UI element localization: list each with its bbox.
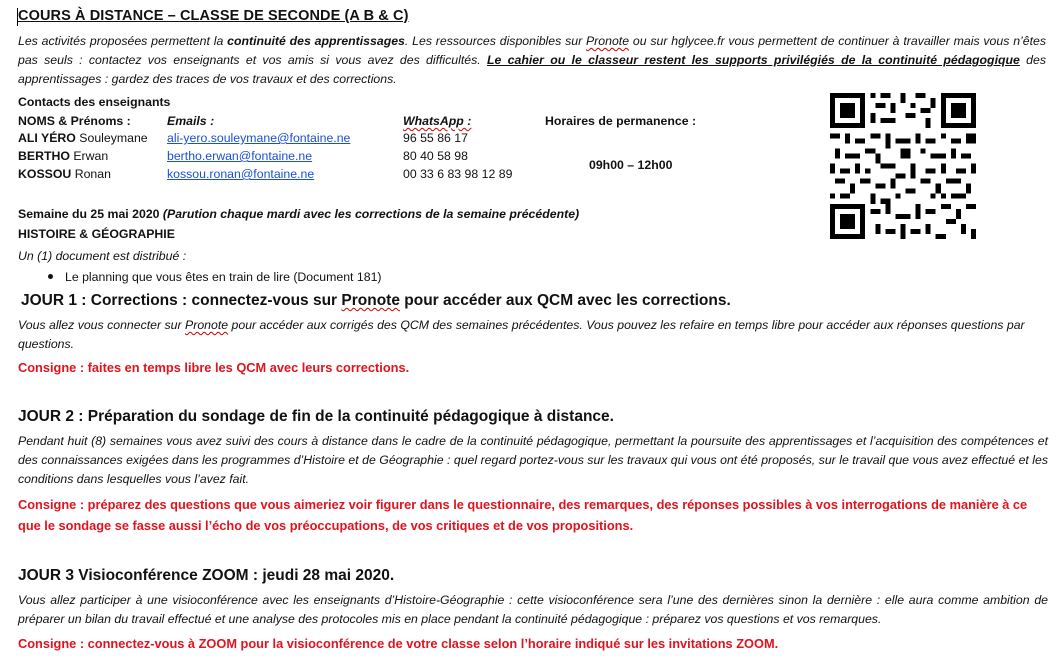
doc-item-text: Le planning que vous êtes en train de lire (Document 181) <box>65 270 382 284</box>
jour2-consigne: Consigne : préparez des questions que vous aimeriez voir figurer dans le questionnaire, des remarques, des réponses possibles à vos interrogations de manière à ce que le sondage se fasse aussi l’écho de vos préoccupations, de vos critiques et de vos propositions. <box>18 497 1028 533</box>
week-label: Semaine du 25 mai 2020 <box>18 207 163 221</box>
col-header-names: NOMS & Prénoms : <box>18 114 131 128</box>
jour3-text: Vous allez participer à une visioconférence avec les enseignants d’Histoire-Géographie : cette visioconférence sera l’une des dernières sinon la dernière : elle aura comme ambition de préparer un bilan du travail effectué et une analyse des protocoles mis en place pendant la continuité pédagogique : préparez vos questions et vos remarques. <box>18 593 1048 626</box>
qr-code-icon <box>830 93 976 239</box>
jour1-title <box>21 292 731 310</box>
jour3-consigne: Consigne : connectez-vous à ZOOM pour la visioconférence de votre classe selon l’horaire indiqué sur les invitations ZOOM. <box>18 636 779 651</box>
intro-underlined: Le cahier ou le classeur restent les supports privilégiés de la continuité pédagogique <box>487 53 1020 67</box>
intro-paragraph <box>18 32 1046 89</box>
jour3-title: JOUR 3 Visioconférence ZOOM : jeudi 28 mai 2020. <box>18 567 395 584</box>
pronote-word: Pronote <box>185 318 229 332</box>
col-header-hours: Horaires de permanence : <box>545 114 697 128</box>
contacts-heading: Contacts des enseignants <box>18 95 171 109</box>
whatsapp-label: WhatsApp : <box>403 114 472 128</box>
teacher-firstname: Erwan <box>69 149 109 163</box>
intro-text-1: Les activités proposées permettent la <box>18 34 228 48</box>
jour1-text-b: pour accéder aux corrigés des QCM des semaines précédentes. Vous pouvez les refaire en temps libre pour accéder aux réponses questions par questions. <box>18 318 1025 351</box>
teacher-name-2 <box>18 149 108 163</box>
intro-text-3: ou sur hglycee.fr vous permettent de continuer à travailler mais vous n’êtes pas seuls : contactez vos enseignants et vos amis si vous avez des difficultés. <box>18 34 1047 67</box>
week-line <box>18 207 579 221</box>
teacher-lastname: BERTHO <box>18 149 70 163</box>
subject-heading: HISTOIRE & GÉOGRAPHIE <box>18 227 175 241</box>
intro-bold: continuité des apprentissages <box>227 34 405 48</box>
col-header-whatsapp <box>403 114 471 128</box>
jour1-consigne: Consigne : faites en temps libre les QCM avec leurs corrections. <box>18 360 410 375</box>
intro-text-5: des apprentissages : gardez des traces de vos travaux et des corrections. <box>18 53 1046 86</box>
bullet-icon <box>48 274 53 279</box>
doc-list-item <box>48 270 382 284</box>
teacher-name-3 <box>18 167 111 181</box>
week-note: (Parution chaque mardi avec les corrections de la semaine précédente) <box>162 207 580 221</box>
jour2-text: Pendant huit (8) semaines vous avez suivi des cours à distance dans le cadre de la continuité pédagogique, permettant la poursuite des apprentissages et l’acquisition des compétences et des connaissances exigées dans les programmes d’Histoire et de Géographie : quel regard portez-vous sur les travaux qui vous ont été proposés, sur le travail que vous avez effectué et les conditions dans lesquelles vous l’avez fait. <box>18 434 1048 486</box>
teacher-firstname: Souleymane <box>75 131 148 145</box>
jour1-title-a: JOUR 1 : Corrections : connectez-vous sur <box>21 292 342 309</box>
pronote-word: Pronote <box>585 34 630 48</box>
teacher-email-1[interactable]: ali-yero.souleymane@fontaine.ne <box>167 131 351 145</box>
jour1-title-b: pour accéder aux QCM avec les corrections. <box>399 292 731 309</box>
teacher-phone-2: 80 40 58 98 <box>403 149 468 163</box>
office-hours: 09h00 – 12h00 <box>589 158 673 172</box>
teacher-email-2[interactable]: bertho.erwan@fontaine.ne <box>167 149 313 163</box>
teacher-firstname: Ronan <box>71 167 111 181</box>
teacher-phone-3: 00 33 6 83 98 12 89 <box>403 167 513 181</box>
jour1-text-a: Vous allez vous connecter sur <box>18 318 186 332</box>
teacher-email-3[interactable]: kossou.ronan@fontaine.ne <box>167 167 315 181</box>
docs-intro: Un (1) document est distribué : <box>18 249 187 263</box>
document-title: COURS À DISTANCE – CLASSE DE SECONDE (A B & C) <box>18 8 409 24</box>
jour2-title: JOUR 2 : Préparation du sondage de fin de la continuité pédagogique à distance. <box>18 408 614 425</box>
teacher-lastname: ALI YÉRO <box>18 131 76 145</box>
teacher-name-1 <box>18 131 148 145</box>
pronote-word: Pronote <box>341 292 400 309</box>
teacher-lastname: KOSSOU <box>18 167 72 181</box>
teacher-phone-1: 96 55 86 17 <box>403 131 468 145</box>
jour1-text <box>18 316 1048 354</box>
col-header-emails: Emails : <box>167 114 215 128</box>
intro-text-2: . Les ressources disponibles sur <box>404 34 586 48</box>
